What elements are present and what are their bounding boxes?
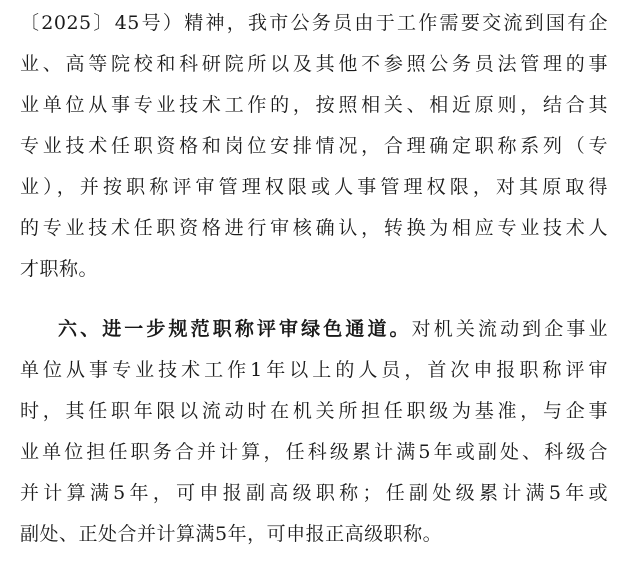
paragraph-1-line-2: 业、高等院校和科研院所以及其他不参照公务员法管理的事 — [20, 53, 608, 75]
paragraph-1-line-4: 专业技术任职资格和岗位安排情况，合理确定职称系列（专 — [20, 135, 608, 157]
section-heading: 六、进一步规范职称评审绿色通道。 — [58, 318, 412, 340]
paragraph-2-line-3: 时，其任职年限以流动时在机关所担任职级为基准，与企事 — [20, 400, 608, 422]
paragraph-2-line-1-text: 对机关流动到企事业 — [411, 318, 608, 340]
paragraph-1-line-5: 业），并按职称评审管理权限或人事管理权限，对其原取得 — [20, 176, 608, 198]
paragraph-2-line-4: 业单位担任职务合并计算，任科级累计满5年或副处、科级合 — [20, 441, 608, 463]
paragraph-2-line-6: 副处、正处合并计算满5年，可申报正高级职称。 — [20, 523, 443, 545]
paragraph-2-line-2: 单位从事专业技术工作1年以上的人员，首次申报职称评审 — [20, 359, 608, 381]
paragraph-2-line-1 — [58, 314, 608, 344]
paragraph-1-line-7: 才职称。 — [20, 258, 99, 280]
paragraph-2-line-5: 并计算满5年，可申报副高级职称；任副处级累计满5年或 — [20, 482, 608, 504]
paragraph-1-line-6: 的专业技术任职资格进行审核确认，转换为相应专业技术人 — [20, 217, 608, 239]
paragraph-1-line-3: 业单位从事专业技术工作的，按照相关、相近原则，结合其 — [20, 94, 608, 116]
paragraph-1-line-1: 〔2025〕45号）精神，我市公务员由于工作需要交流到国有企 — [20, 12, 608, 34]
